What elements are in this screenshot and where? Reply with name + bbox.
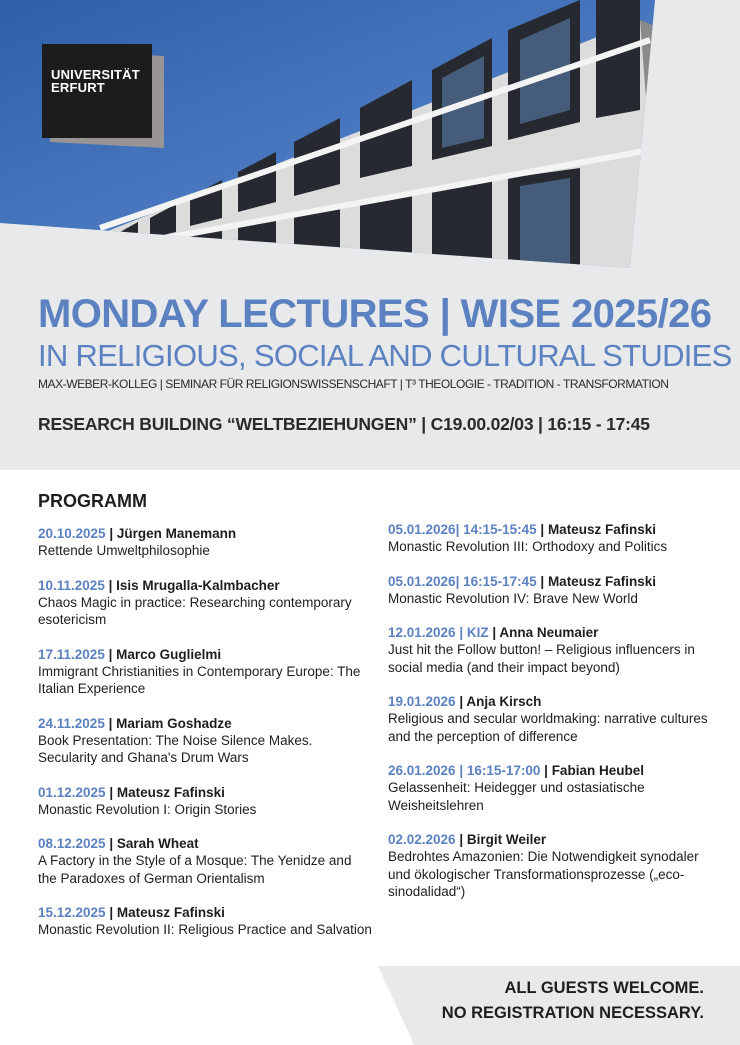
lecture-date: 24.11.2025	[38, 715, 105, 731]
program-column-right	[388, 521, 723, 918]
logo-line-2: ERFURT	[51, 80, 105, 95]
lecture-date: 08.12.2025	[38, 836, 106, 851]
lecture-title: Gelassenheit: Heidegger und ostasiatische Weisheitslehren	[388, 780, 645, 813]
lecture-item: 12.01.2026 | KIZ | Anna Neumaier Just hit the Follow button! – Religious influencers in social media (and their impact beyond)	[388, 624, 723, 676]
lecture-date: 20.10.2025	[38, 526, 106, 541]
lecture-item: 01.12.2025 | Mateusz Fafinski Monastic Revolution I: Origin Stories	[38, 784, 373, 819]
lecture-title: Immigrant Christianities in Contemporary Europe: The Italian Experience	[38, 663, 361, 696]
lecture-title: Monastic Revolution II: Religious Practice and Salvation	[38, 922, 372, 937]
lecture-item: 15.12.2025 | Mateusz Fafinski Monastic Revolution II: Religious Practice and Salvation	[38, 905, 372, 937]
lecture-date: 01.12.2025	[38, 784, 106, 800]
lecture-speaker: Mateusz Fafinski	[547, 573, 656, 589]
lecture-speaker: Fabian Heubel	[551, 763, 644, 778]
lecture-item: 26.01.2026 | 16:15-17:00 | Fabian Heubel Gelassenheit: Heidegger und ostasiatische Weisheitslehren	[388, 762, 723, 814]
lecture-date: 15.12.2025	[38, 905, 106, 920]
lecture-date: 12.01.2026 | KIZ	[388, 625, 489, 640]
lecture-speaker: Jürgen Manemann	[116, 526, 237, 541]
lecture-date: 02.02.2026	[388, 832, 456, 847]
lecture-title: Religious and secular worldmaking: narrative cultures and the perception of difference	[388, 711, 708, 744]
lecture-item: 17.11.2025 | Marco Guglielmi Immigrant Christianities in Contemporary Europe: The Italian Experience	[38, 646, 373, 698]
organizers-line: MAX-WEBER-KOLLEG | SEMINAR FÜR RELIGIONSWISSENSCHAFT | T³ THEOLOGIE - TRADITION - TRANSFORMATION	[38, 377, 669, 391]
lecture-speaker: Mariam Goshadze	[116, 715, 232, 731]
lecture-date: 26.01.2026 | 16:15-17:00	[388, 763, 541, 778]
lecture-speaker: Anja Kirsch	[466, 694, 542, 709]
lecture-title: Rettende Umweltphilosophie	[38, 543, 210, 558]
lecture-speaker: Anna Neumaier	[499, 625, 599, 640]
lecture-speaker: Isis Mrugalla-Kalmbacher	[116, 577, 280, 593]
lecture-speaker: Sarah Wheat	[116, 836, 199, 851]
lecture-title: Monastic Revolution IV: Brave New World	[388, 590, 638, 606]
lecture-item: 05.01.2026| 16:15-17:45 | Mateusz Fafinski Monastic Revolution IV: Brave New World	[388, 573, 723, 608]
lecture-title: Book Presentation: The Noise Silence Makes. Secularity and Ghana's Drum Wars	[38, 732, 313, 765]
lecture-speaker: Mateusz Fafinski	[116, 784, 225, 800]
page-title: MONDAY LECTURES | WISE 2025/26	[38, 292, 712, 336]
lecture-date: 17.11.2025	[38, 646, 105, 662]
welcome-line-1: ALL GUESTS WELCOME.	[504, 979, 704, 997]
lecture-date: 05.01.2026| 14:15-15:45	[388, 522, 537, 537]
lecture-title: Chaos Magic in practice: Researching contemporary esotericism	[38, 594, 352, 627]
logo-line-1: UNIVERSITÄT	[51, 67, 140, 82]
lecture-item: 24.11.2025 | Mariam Goshadze Book Presentation: The Noise Silence Makes. Secularity and Ghana's Drum Wars	[38, 715, 373, 767]
location-line: RESEARCH BUILDING “WELTBEZIEHUNGEN” | C19.00.02/03 | 16:15 - 17:45	[38, 414, 650, 434]
lecture-item: 05.01.2026| 14:15-15:45 | Mateusz Fafinski Monastic Revolution III: Orthodoxy and Politics	[388, 521, 723, 556]
lecture-title: A Factory in the Style of a Mosque: The Yenidze and the Paradoxes of German Orientalism	[38, 853, 352, 886]
page-subtitle: IN RELIGIOUS, SOCIAL AND CULTURAL STUDIES	[38, 338, 732, 373]
lecture-title: Just hit the Follow button! – Religious influencers in social media (and their impact beyond)	[388, 642, 695, 675]
lecture-speaker: Mateusz Fafinski	[547, 522, 656, 537]
lecture-title: Monastic Revolution III: Orthodoxy and Politics	[388, 539, 668, 554]
lecture-item: 08.12.2025 | Sarah Wheat A Factory in the Style of a Mosque: The Yenidze and the Paradoxes of German Orientalism	[38, 835, 373, 887]
lecture-title: Monastic Revolution I: Origin Stories	[38, 801, 257, 817]
program-heading: PROGRAMM	[38, 491, 147, 511]
lecture-speaker: Marco Guglielmi	[116, 646, 222, 662]
welcome-line-2: NO REGISTRATION NECESSARY.	[441, 1004, 704, 1022]
lecture-item: 10.11.2025 | Isis Mrugalla-Kalmbacher Chaos Magic in practice: Researching contemporary esotericism	[38, 577, 373, 629]
lecture-speaker: Birgit Weiler	[466, 832, 547, 847]
lecture-date: 05.01.2026| 16:15-17:45	[388, 573, 537, 589]
lecture-item: 20.10.2025 | Jürgen Manemann Rettende Umweltphilosophie	[38, 525, 373, 560]
lecture-speaker: Mateusz Fafinski	[116, 905, 225, 920]
lecture-item: 02.02.2026 | Birgit Weiler Bedrohtes Amazonien: Die Notwendigkeit synodaler und ökologischer Transformationsprozesse („eco-sinodalidad“)	[388, 831, 723, 901]
lecture-item: 19.01.2026 | Anja Kirsch Religious and secular worldmaking: narrative cultures and the perception of difference	[388, 693, 723, 745]
program-column-left	[38, 525, 373, 956]
lecture-date: 10.11.2025	[38, 577, 105, 593]
lecture-date: 19.01.2026	[388, 694, 456, 709]
lecture-title: Bedrohtes Amazonien: Die Notwendigkeit synodaler und ökologischer Transformationsprozesse („eco-sinodalidad“)	[388, 849, 699, 899]
university-logo	[42, 44, 152, 138]
